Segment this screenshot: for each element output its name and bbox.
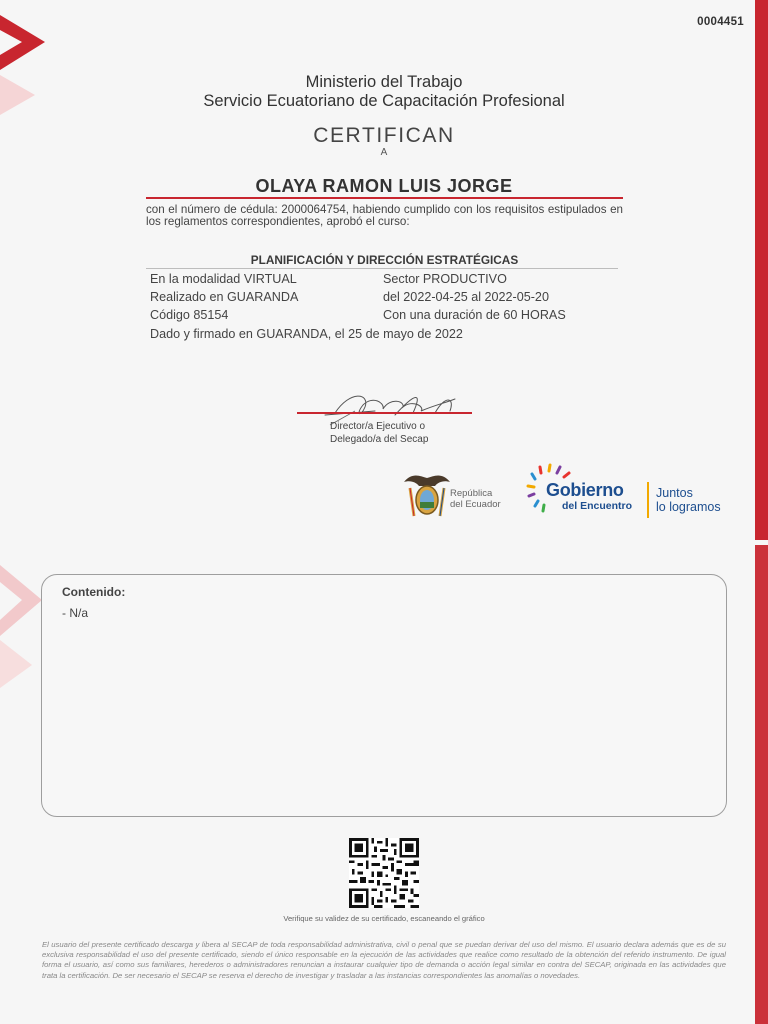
ministry-name: Ministerio del Trabajo bbox=[305, 73, 463, 91]
detail-duration: Con una duración de 60 HORAS bbox=[383, 308, 566, 322]
detail-place: Realizado en GUARANDA bbox=[150, 290, 299, 304]
coat-of-arms-logo bbox=[402, 468, 452, 522]
slogan-line2: lo logramos bbox=[656, 500, 721, 514]
course-underline bbox=[146, 268, 618, 269]
right-accent-bar-lower bbox=[755, 545, 768, 1024]
issuer-header bbox=[0, 73, 768, 111]
legal-disclaimer: El usuario del presente certificado descarga y libera al SECAP de toda responsabilidad administrativa, civil o penal que se puedan derivar del uso del mismo. El usuario declara además que es de su exclusiva responsabilidad el uso del presente certificado, siendo el único responsable en la ejecución de las actividades que realice como resultado de la obtención del referido instrumento. De igual forma el usuario, así como sus familiares, herederos o administradores renuncian a instaurar cualquier tipo de demanda o acción legal similar en contra del SECAP, originada en las actividades que trata la certificación. De ser necesario el SECAP se reserva el derecho de investigar y trasladar a las instancias correspondientes las anomalías o novedades. bbox=[42, 940, 726, 980]
name-underline bbox=[146, 197, 623, 199]
content-box bbox=[41, 574, 727, 817]
content-label: Contenido: bbox=[62, 585, 126, 599]
detail-issued: Dado y firmado en GUARANDA, el 25 de mayo de 2022 bbox=[150, 327, 463, 341]
signature-role-line1: Director/a Ejecutivo o bbox=[330, 421, 426, 432]
republica-line2: del Ecuador bbox=[450, 499, 501, 510]
certify-title: CERTIFICAN bbox=[313, 124, 455, 147]
intro-paragraph: con el número de cédula: 2000064754, habiendo cumplido con los requisitos estipulados en los reglamentos correspondientes, aprobó el curso: bbox=[146, 203, 623, 229]
content-value: - N/a bbox=[62, 606, 89, 620]
course-title: PLANIFICACIÓN Y DIRECCIÓN ESTRATÉGICAS bbox=[250, 253, 519, 267]
detail-dates: del 2022-04-25 al 2022-05-20 bbox=[383, 290, 549, 304]
verification-qr-code[interactable] bbox=[349, 838, 419, 908]
signature-role-line2: Delegado/a del Secap bbox=[330, 433, 429, 445]
slogan-line1: Juntos bbox=[656, 486, 693, 500]
qr-caption: Verifique su validez de su certificado, escaneando el gráfico bbox=[283, 914, 485, 923]
signature-caption bbox=[330, 421, 428, 446]
gobierno-logo-text: Gobierno bbox=[546, 480, 624, 500]
certify-sub: A bbox=[380, 147, 388, 158]
serial-number: 0004451 bbox=[697, 16, 744, 28]
detail-code: Código 85154 bbox=[150, 308, 229, 322]
encuentro-logo-text: del Encuentro bbox=[562, 500, 633, 512]
republica-line1: República bbox=[450, 488, 493, 499]
slogan bbox=[656, 486, 721, 514]
detail-sector: Sector PRODUCTIVO bbox=[383, 272, 507, 286]
recipient-name: OLAYA RAMON LUIS JORGE bbox=[255, 176, 513, 196]
logo-separator bbox=[647, 482, 649, 518]
service-name: Servicio Ecuatoriano de Capacitación Profesional bbox=[203, 92, 565, 110]
republica-logo-text bbox=[450, 488, 501, 510]
detail-modality: En la modalidad VIRTUAL bbox=[150, 272, 297, 286]
